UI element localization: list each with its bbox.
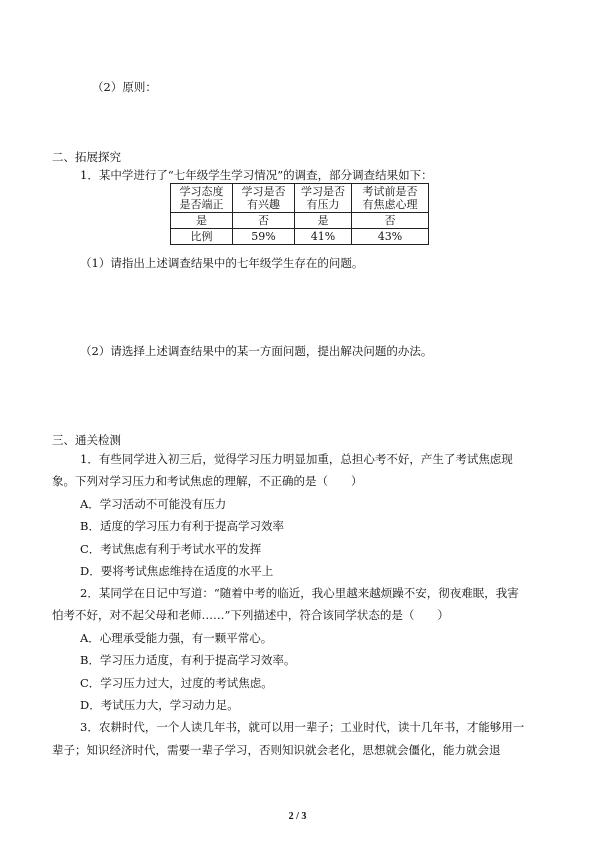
q2-option-d: D．考试压力大，学习动力足。 [80, 698, 239, 712]
q2-option-c: C．学习压力过大，过度的考试焦虑。 [80, 676, 273, 690]
q1-line2: 象。下列对学习压力和考试焦虑的理解，不正确的是（ ） [52, 474, 363, 488]
table-header-cell: 学习态度 是否端正 [171, 184, 233, 213]
q2-line2: 怕考不好，对不起父母和老师……”下列描述中，符合该同学状态的是（ ） [52, 608, 449, 622]
q1-option-b: B．适度的学习压力有利于提高学习效率 [80, 519, 284, 533]
q1-option-a: A．学习活动不可能没有压力 [80, 497, 227, 511]
section2-heading: 二、拓展探究 [52, 150, 121, 164]
table-cell: 否 [352, 213, 429, 229]
sub-question-1: （1）请指出上述调查结果中的七年级学生存在的问题。 [80, 256, 364, 270]
principle-line: （2）原则： [92, 80, 157, 94]
table-cell: 41% [295, 229, 352, 245]
page-number: 2 / 3 [288, 811, 307, 822]
survey-table [170, 183, 429, 245]
table-cell: 否 [233, 213, 295, 229]
q1-option-c: C．考试焦虑有利于考试水平的发挥 [80, 542, 262, 556]
table-row [171, 213, 429, 229]
table-cell: 是 [171, 213, 233, 229]
sub-question-2: （2）请选择上述调查结果中的某一方面问题，提出解决问题的办法。 [80, 344, 433, 358]
q1-intro: 1．某中学进行了“七年级学生学习情况”的调查，部分调查结果如下： [80, 168, 433, 182]
table-cell: 比例 [171, 229, 233, 245]
section3-heading: 三、通关检测 [52, 433, 121, 447]
table-header-cell: 学习是否 有兴趣 [233, 184, 295, 213]
q3-line1: 3．农耕时代，一个人读几年书，就可以用一辈子；工业时代，读十几年书，才能够用一 [80, 720, 525, 734]
q2-line1: 2．某同学在日记中写道：“随着中考的临近，我心里越来越烦躁不安，彻夜难眠，我害 [80, 586, 519, 600]
table-cell: 43% [352, 229, 429, 245]
table-row [171, 184, 429, 213]
table-cell: 是 [295, 213, 352, 229]
q2-option-a: A．心理承受能力强，有一颗平常心。 [80, 631, 273, 645]
q3-line2: 辈子；知识经济时代，需要一辈子学习，否则知识就会老化，思想就会僵化，能力就会退 [52, 743, 501, 757]
table-header-cell: 学习是否 有压力 [295, 184, 352, 213]
q2-option-b: B．学习压力适度，有利于提高学习效率。 [80, 653, 296, 667]
table-header-cell: 考试前是否 有焦虑心理 [352, 184, 429, 213]
q1-option-d: D．要将考试焦虑维持在适度的水平上 [80, 564, 274, 578]
table-cell: 59% [233, 229, 295, 245]
q1-line1: 1．有些同学进入初三后，觉得学习压力明显加重，总担心考不好，产生了考试焦虑现 [80, 452, 513, 466]
table-row [171, 229, 429, 245]
